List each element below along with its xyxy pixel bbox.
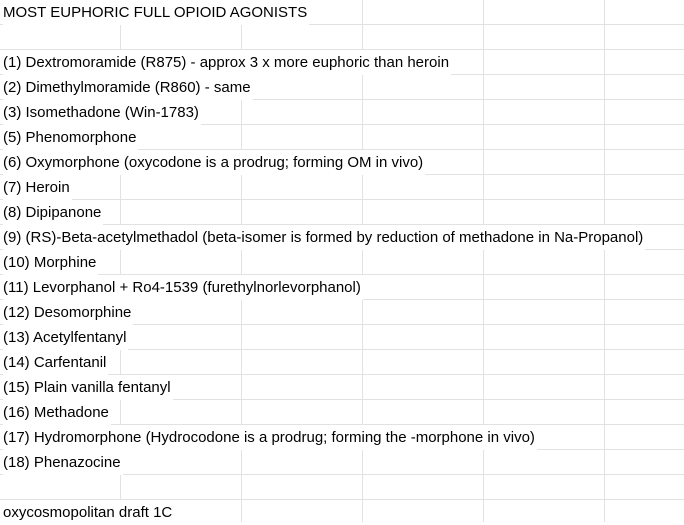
sheet-row[interactable] [0,100,684,125]
sheet-row[interactable] [0,300,684,325]
sheet-row[interactable] [0,175,684,200]
sheet-row[interactable] [0,250,684,275]
cell-text: (7) Heroin [3,175,72,200]
cell-text: (2) Dimethylmoramide (R860) - same [3,75,253,100]
sheet-row[interactable] [0,225,684,250]
cell-text: (16) Methadone [3,400,111,425]
cell-text: (17) Hydromorphone (Hydrocodone is a prodrug; forming the -morphone in vivo) [3,425,537,450]
sheet-row[interactable] [0,50,684,75]
cell-text: (10) Morphine [3,250,98,275]
sheet-row[interactable] [0,350,684,375]
sheet-row[interactable] [0,200,684,225]
cell-text: (18) Phenazocine [3,450,123,475]
sheet-row[interactable] [0,150,684,175]
sheet-row[interactable] [0,275,684,300]
cell-text: (11) Levorphanol + Ro4-1539 (furethylnorlevorphanol) [3,275,363,300]
cell-text: (5) Phenomorphone [3,125,138,150]
sheet-row[interactable] [0,375,684,400]
cell-text: (3) Isomethadone (Win-1783) [3,100,201,125]
cell-text: (8) Dipipanone [3,200,103,225]
cell-text: (14) Carfentanil [3,350,108,375]
sheet-row[interactable] [0,125,684,150]
sheet-row-title[interactable] [0,0,684,25]
sheet-row[interactable] [0,400,684,425]
sheet-row-empty[interactable] [0,25,684,50]
sheet-row[interactable] [0,75,684,100]
cell-text: (15) Plain vanilla fentanyl [3,375,173,400]
sheet-row[interactable] [0,325,684,350]
cell-text: (1) Dextromoramide (R875) - approx 3 x more euphoric than heroin [3,50,451,75]
cell-text: (6) Oxymorphone (oxycodone is a prodrug; forming OM in vivo) [3,150,425,175]
sheet-row-empty[interactable] [0,475,684,500]
cell-text: (13) Acetylfentanyl [3,325,128,350]
cell-text: oxycosmopolitan draft 1C [3,500,174,525]
sheet-row[interactable] [0,450,684,475]
sheet-row-footer[interactable] [0,500,684,525]
cell-text: MOST EUPHORIC FULL OPIOID AGONISTS [3,0,309,25]
cell-text: (9) (RS)-Beta-acetylmethadol (beta-isomer is formed by reduction of methadone in Na-Propanol) [3,225,645,250]
cell-text: (12) Desomorphine [3,300,133,325]
sheet-row[interactable] [0,425,684,450]
